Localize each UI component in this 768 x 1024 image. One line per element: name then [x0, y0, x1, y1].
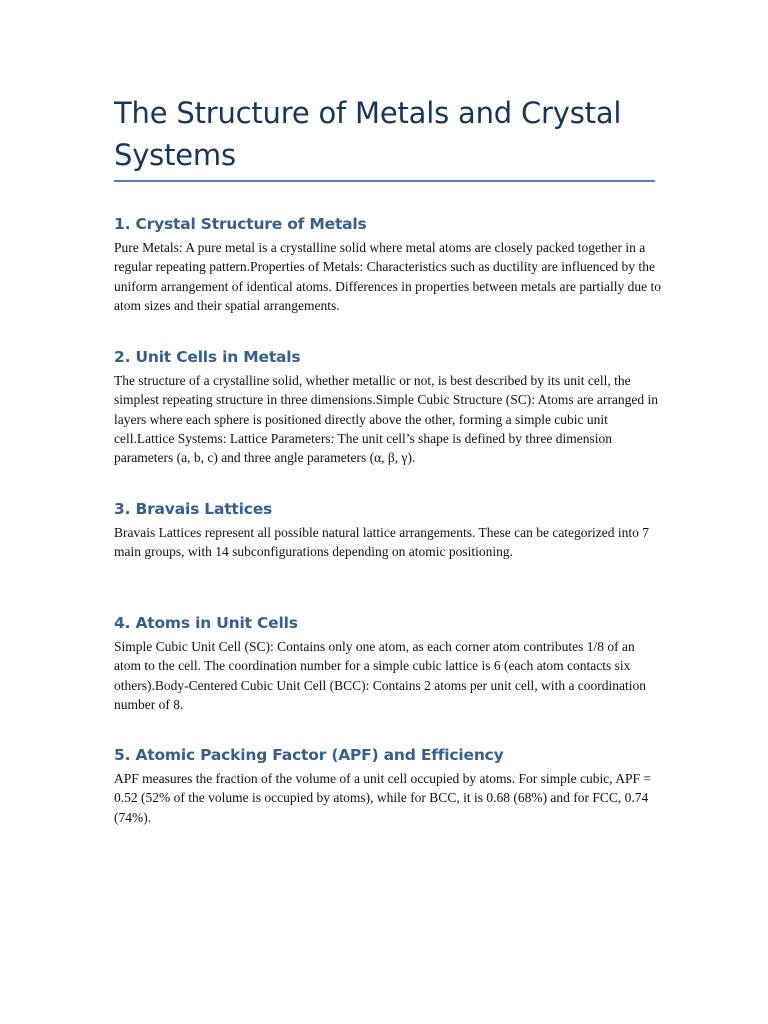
- section-atoms-in-unit-cells: [114, 612, 662, 714]
- page-title: The Structure of Metals and Crystal Systems: [114, 96, 622, 172]
- section-heading: 4. Atoms in Unit Cells: [114, 614, 298, 632]
- section-crystal-structure: [114, 213, 662, 315]
- section-heading: 3. Bravais Lattices: [114, 500, 273, 518]
- section-body: Simple Cubic Unit Cell (SC): Contains only one atom, as each corner atom contributes 1/8 of an atom to the cell. The coordination number for a simple cubic lattice is 6 (each atom contacts six others).Body-Centered Cubic Unit Cell (BCC): Contains 2 atoms per unit cell, with a coordination number of 8.: [114, 639, 647, 712]
- section-body: APF measures the fraction of the volume of a unit cell occupied by atoms. For simple cubic, APF = 0.52 (52% of the volume is occupied by atoms), while for BCC, it is 0.68 (68%) and for FCC, 0.74 (74%).: [114, 771, 652, 825]
- section-heading: 2. Unit Cells in Metals: [114, 348, 301, 366]
- section-bravais-lattices: [114, 498, 662, 562]
- section-body: Bravais Lattices represent all possible natural lattice arrangements. These can be categorized into 7 main groups, with 14 subconfigurations depending on atomic positioning.: [114, 525, 650, 560]
- section-body: Pure Metals: A pure metal is a crystalline solid where metal atoms are closely packed together in a regular repeating pattern.Properties of Metals: Characteristics such as ductility are influenced by the uniform arrangement of identical atoms. Differences in properties between metals are partially due to atom sizes and their spatial arrangements.: [114, 240, 662, 313]
- section-heading: 1. Crystal Structure of Metals: [114, 215, 367, 233]
- section-body: The structure of a crystalline solid, whether metallic or not, is best described by its unit cell, the simplest repeating structure in three dimensions.Simple Cubic Structure (SC): Atoms are arranged in layers where each sphere is positioned directly above the other, forming a simple cubic unit cell.Lattice Systems: Lattice Parameters: The unit cell’s shape is defined by three dimension parameters (a, b, c) and three angle parameters (α, β, γ).: [114, 373, 659, 466]
- section-unit-cells: [114, 346, 662, 467]
- section-heading: 5. Atomic Packing Factor (APF) and Efficiency: [114, 746, 504, 764]
- section-atomic-packing-factor: [114, 744, 662, 827]
- title-divider: [114, 180, 655, 182]
